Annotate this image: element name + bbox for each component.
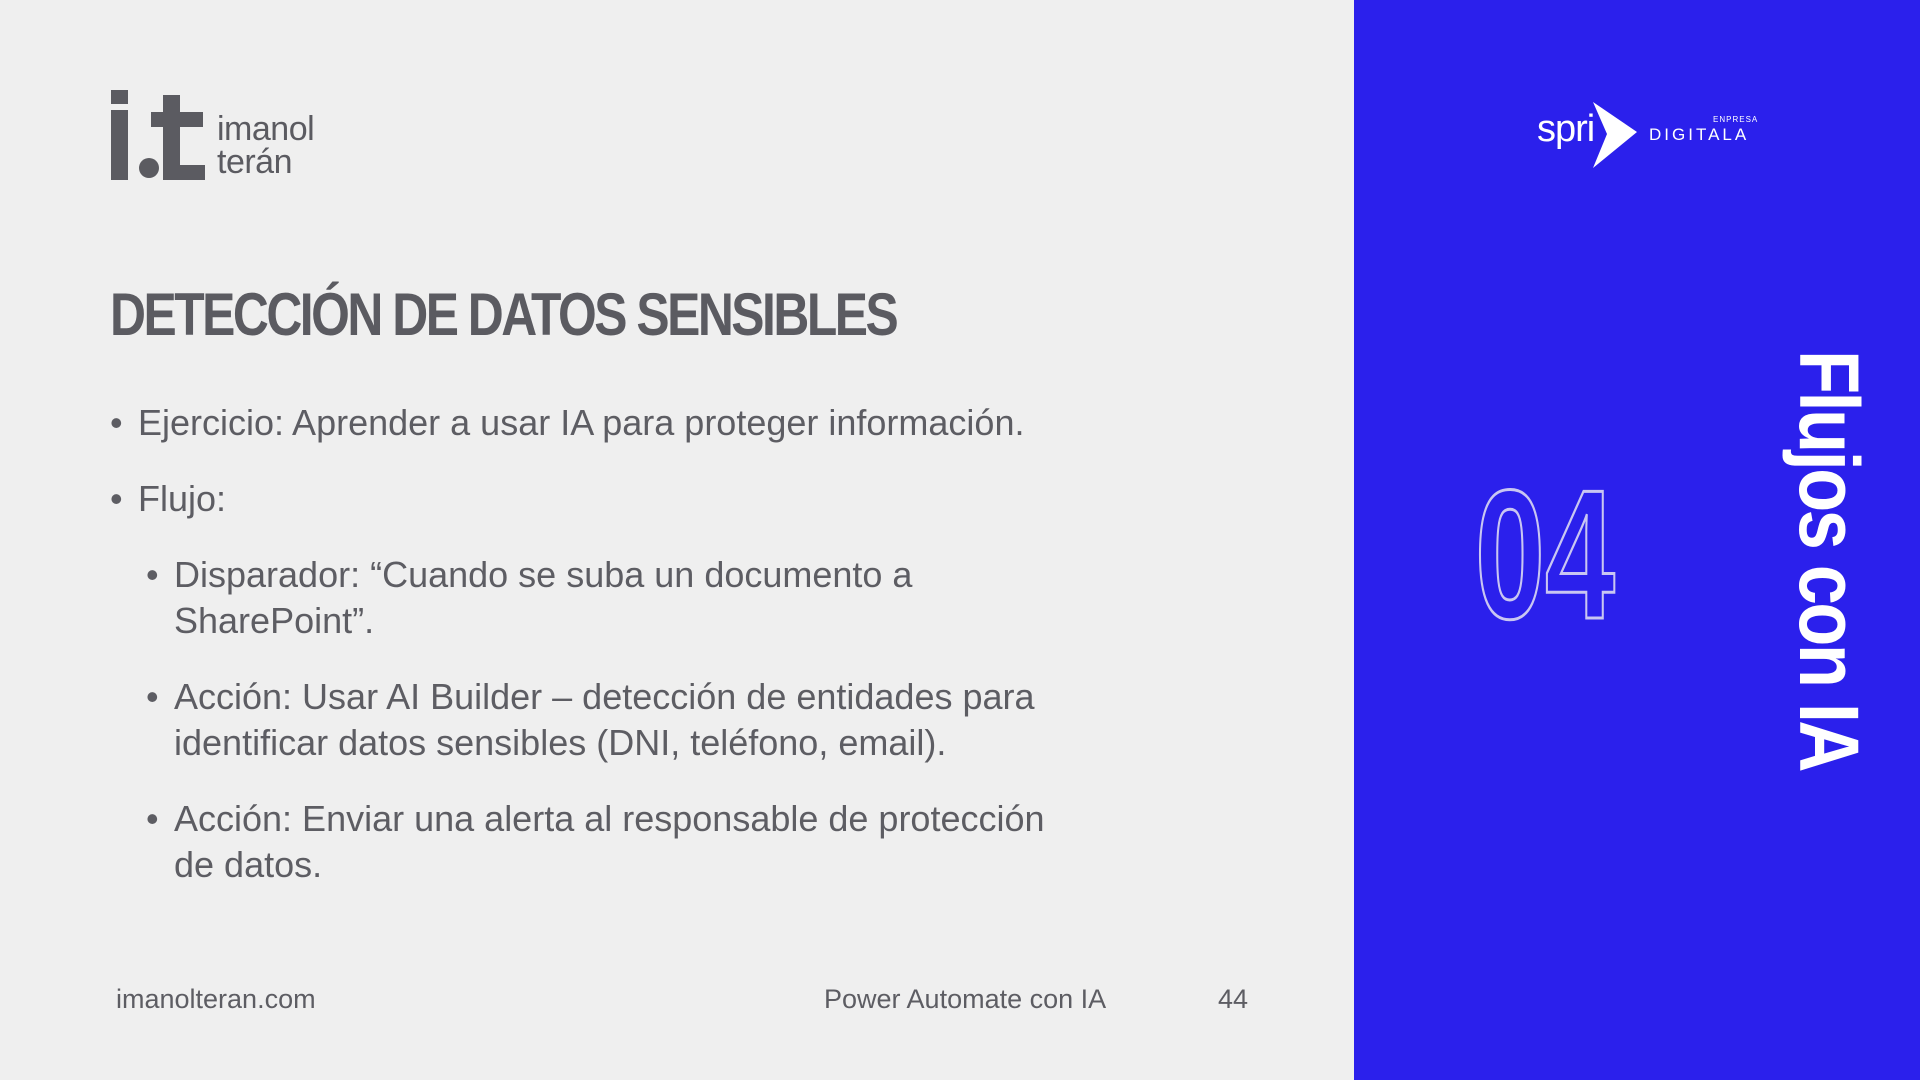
section-side-panel: [1354, 0, 1920, 1080]
sub-bullet-item: • Disparador: “Cuando se suba un documento a SharePoint”.: [146, 552, 1054, 644]
spri-wordmark: spri: [1537, 108, 1595, 150]
bullet-list: [110, 400, 1090, 918]
footer-website: imanolteran.com: [116, 984, 316, 1014]
logo-name-last: terán: [217, 143, 292, 181]
bullet-item: • Flujo:: [110, 476, 1090, 522]
logo-name-first: imanol: [217, 110, 315, 148]
slide-title: DETECCIÓN DE DATOS SENSIBLES: [110, 281, 897, 348]
enpresa-label: ENPRESA: [1713, 115, 1759, 124]
section-number-text: 04: [1475, 451, 1615, 657]
sub-bullet-item: • Acción: Enviar una alerta al responsable de protección de datos.: [146, 796, 1054, 888]
footer-course-name: Power Automate con IA: [824, 984, 1107, 1014]
digitala-wordmark: DIGITALA: [1649, 125, 1750, 144]
logo-wordmark: [217, 110, 315, 181]
arrow-icon: [1587, 102, 1637, 168]
section-label-text: Flujos con IA: [1782, 350, 1876, 770]
bullet-item: • Ejercicio: Aprender a usar IA para proteger información.: [110, 400, 1090, 446]
section-label: [1774, 350, 1884, 770]
section-number: [1475, 451, 1635, 657]
spri-logo: [1537, 100, 1797, 170]
page-number: 44: [1218, 984, 1249, 1014]
sub-bullet-item: • Acción: Usar AI Builder – detección de entidades para identificar datos sensibles (DNI, teléfono, email).: [146, 674, 1054, 766]
brand-logo: [111, 90, 341, 185]
it-logo-mark: [111, 90, 206, 180]
